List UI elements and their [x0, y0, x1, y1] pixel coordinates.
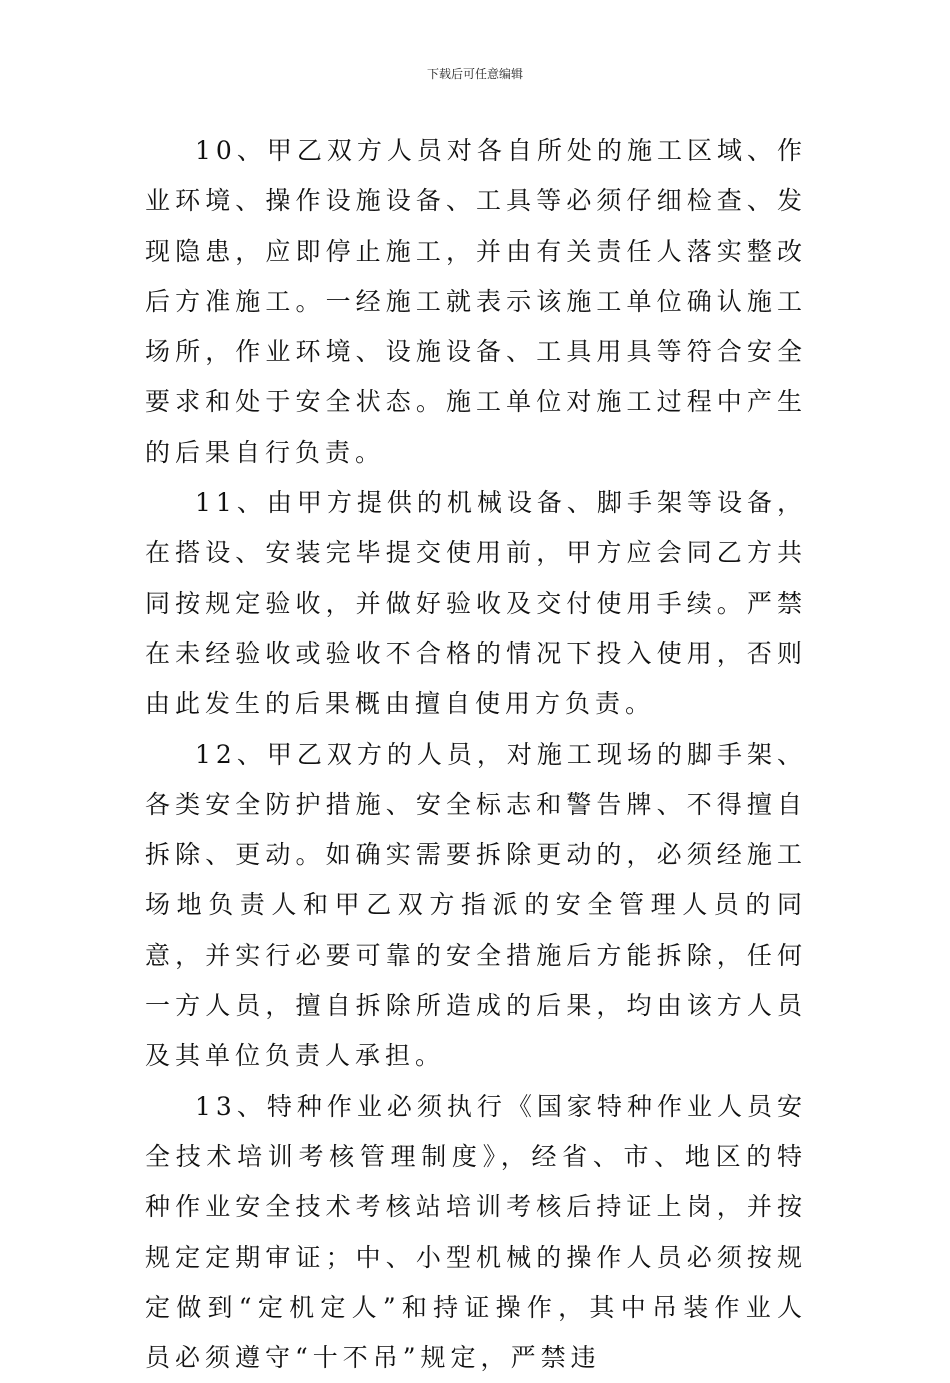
clause-10-paragraph: 10、甲乙双方人员对各自所处的施工区域、作业环境、操作设施设备、工具等必须仔细检查、发现隐患，应即停止施工，并由有关责任人落实整改后方准施工。一经施工就表示该施工单位确认施工场所，作业环境、设施设备、工具用具等符合安全要求和处于安全状态。施工单位对施工过程中产生的后果自行负责。 [145, 136, 807, 467]
page-header: 下载后可任意编辑 [426, 67, 523, 81]
clause-13-paragraph: 13、特种作业必须执行《国家特种作业人员安全技术培训考核管理制度》，经省、市、地区的特种作业安全技术考核站培训考核后持证上岗，并按规定定期审证；中、小型机械的操作人员必须按规定做到“定机定人”和持证操作，其中吊装作业人员必须遵守“十不吊”规定，严禁违 [145, 1091, 807, 1373]
document-body [145, 126, 807, 1383]
clause-12-paragraph: 12、甲乙双方的人员，对施工现场的脚手架、各类安全防护措施、安全标志和警告牌、不得擅自拆除、更动。如确实需要拆除更动的，必须经施工场地负责人和甲乙双方指派的安全管理人员的同意，并实行必要可靠的安全措施后方能拆除，任何一方人员，擅自拆除所造成的后果，均由该方人员及其单位负责人承担。 [145, 739, 807, 1071]
clause-11-paragraph: 11、由甲方提供的机械设备、脚手架等设备，在搭设、安装完毕提交使用前，甲方应会同乙方共同按规定验收，并做好验收及交付使用手续。严禁在未经验收或验收不合格的情况下投入使用，否则由此发生的后果概由擅自使用方负责。 [145, 488, 807, 719]
